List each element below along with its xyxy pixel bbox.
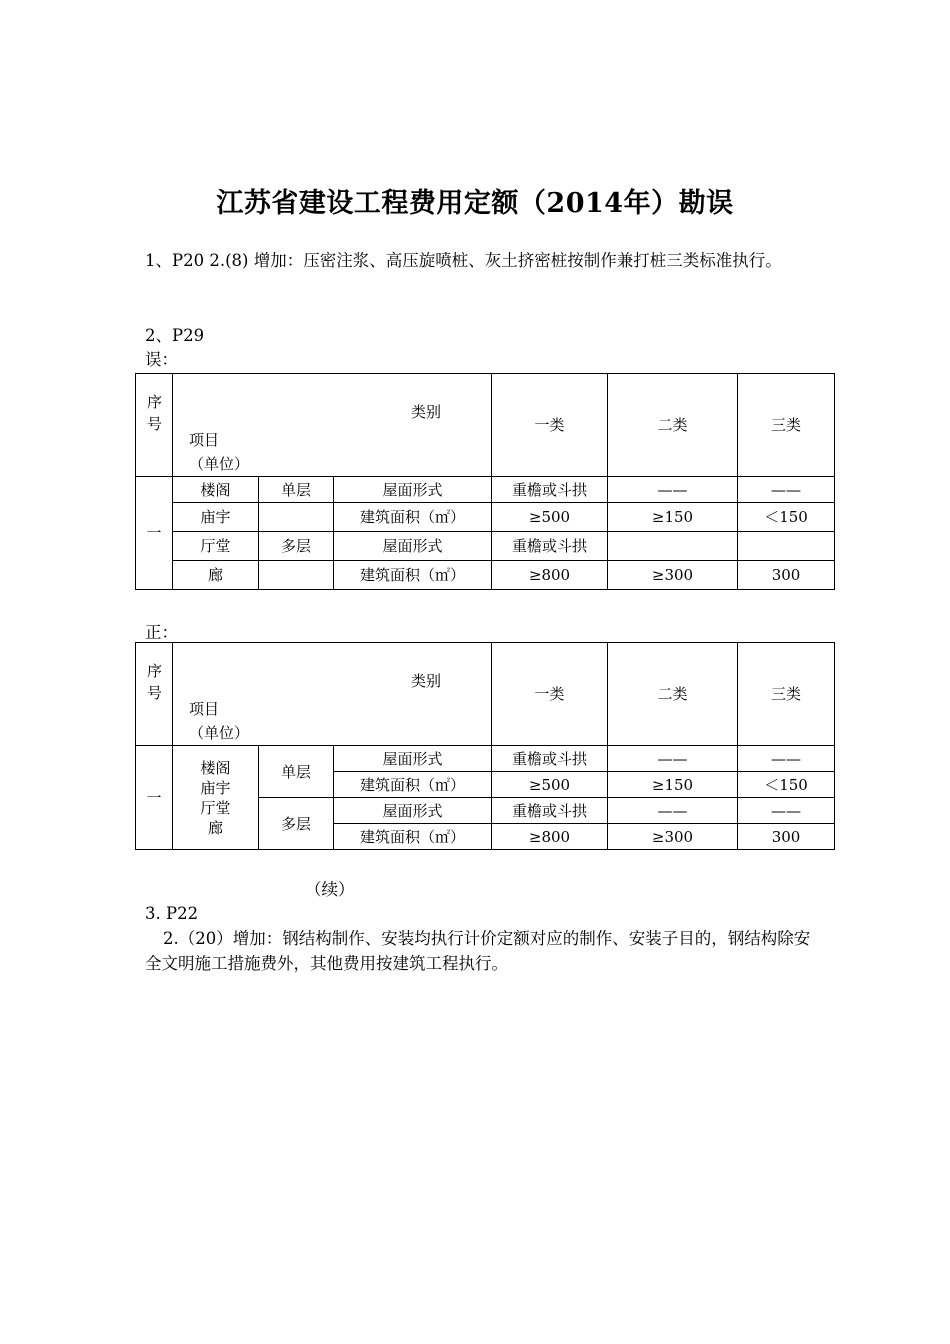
- table-cell: 屋面形式: [334, 477, 492, 503]
- header-category: 类别: [411, 672, 442, 690]
- table-cell: 建筑面积（㎡）: [334, 503, 492, 532]
- table-cell: [608, 532, 738, 561]
- continued-label: （续）: [305, 880, 355, 899]
- table-cell: 重檐或斗拱: [492, 798, 608, 824]
- table-row: [136, 746, 835, 772]
- table-cell: ≥500: [492, 503, 608, 532]
- table-cell: [738, 532, 835, 561]
- table-cell: [259, 561, 334, 590]
- table-cell: ——: [608, 477, 738, 503]
- table-cell: ——: [608, 798, 738, 824]
- table-cell: 屋面形式: [334, 798, 492, 824]
- header-class-2: 二类: [608, 374, 738, 477]
- table-cell: 多层: [259, 532, 334, 561]
- table-cell: 屋面形式: [334, 532, 492, 561]
- right-table: [135, 642, 835, 850]
- multi-floor: 多层: [259, 798, 334, 850]
- table-cell: ≥300: [608, 824, 738, 850]
- table-row: [136, 477, 835, 503]
- table-cell: ＜150: [738, 503, 835, 532]
- header-seq: 序号: [136, 374, 173, 477]
- table-cell: ≥500: [492, 772, 608, 798]
- item-3-text: 2.（20）增加：钢结构制作、安装均执行计价定额对应的制作、安装子目的，钢结构除安全文明施工措施费外，其他费用按建筑工程执行。: [145, 929, 811, 973]
- header-class-1: 一类: [492, 643, 608, 746]
- table-row: [136, 561, 835, 590]
- table-cell: 屋面形式: [334, 746, 492, 772]
- header-item-category: [173, 374, 492, 477]
- table-cell: 楼阁: [173, 477, 259, 503]
- table-cell: ——: [738, 477, 835, 503]
- header-unit: （单位）: [189, 455, 250, 473]
- building-types: 楼阁 庙宇 厅堂 廊: [173, 746, 259, 850]
- single-floor: 单层: [259, 746, 334, 798]
- header-category: 类别: [411, 403, 442, 421]
- table-cell: 建筑面积（㎡）: [334, 824, 492, 850]
- row-seq: 一: [136, 746, 173, 850]
- header-class-3: 三类: [738, 374, 835, 477]
- table-cell: ——: [738, 798, 835, 824]
- table-cell: ≥150: [608, 772, 738, 798]
- table-cell: 300: [738, 824, 835, 850]
- row-seq: 一: [136, 477, 173, 590]
- header-item: 项目: [189, 700, 220, 718]
- item-2-heading: 2、P29: [145, 326, 205, 345]
- table-row: [136, 532, 835, 561]
- table-cell: 300: [738, 561, 835, 590]
- table-cell: ≥300: [608, 561, 738, 590]
- table-cell: [259, 503, 334, 532]
- document-title: 江苏省建设工程费用定额（2014年）勘误: [216, 188, 734, 219]
- table-cell: ≥150: [608, 503, 738, 532]
- item-3-heading: 3. P22: [145, 904, 199, 923]
- header-seq: 序号: [136, 643, 173, 746]
- table-cell: ＜150: [738, 772, 835, 798]
- table-cell: 厅堂: [173, 532, 259, 561]
- wrong-label: 误：: [145, 350, 178, 369]
- table-cell: ——: [738, 746, 835, 772]
- table-cell: ——: [608, 746, 738, 772]
- table-cell: ≥800: [492, 561, 608, 590]
- header-class-2: 二类: [608, 643, 738, 746]
- table-cell: 庙宇: [173, 503, 259, 532]
- right-label: 正：: [145, 623, 178, 642]
- header-item-category: [173, 643, 492, 746]
- header-class-1: 一类: [492, 374, 608, 477]
- table-row: [136, 503, 835, 532]
- header-unit: （单位）: [189, 724, 250, 742]
- table-cell: 建筑面积（㎡）: [334, 561, 492, 590]
- item-1-text: 1、P20 2.(8) 增加：压密注浆、高压旋喷桩、灰土挤密桩按制作兼打桩三类标准执行。: [145, 251, 782, 270]
- table-cell: 重檐或斗拱: [492, 532, 608, 561]
- header-class-3: 三类: [738, 643, 835, 746]
- header-item: 项目: [189, 431, 220, 449]
- table-cell: 重檐或斗拱: [492, 477, 608, 503]
- table-cell: 廊: [173, 561, 259, 590]
- table-cell: 建筑面积（㎡）: [334, 772, 492, 798]
- table-cell: ≥800: [492, 824, 608, 850]
- wrong-table: [135, 373, 835, 590]
- table-cell: 单层: [259, 477, 334, 503]
- table-cell: 重檐或斗拱: [492, 746, 608, 772]
